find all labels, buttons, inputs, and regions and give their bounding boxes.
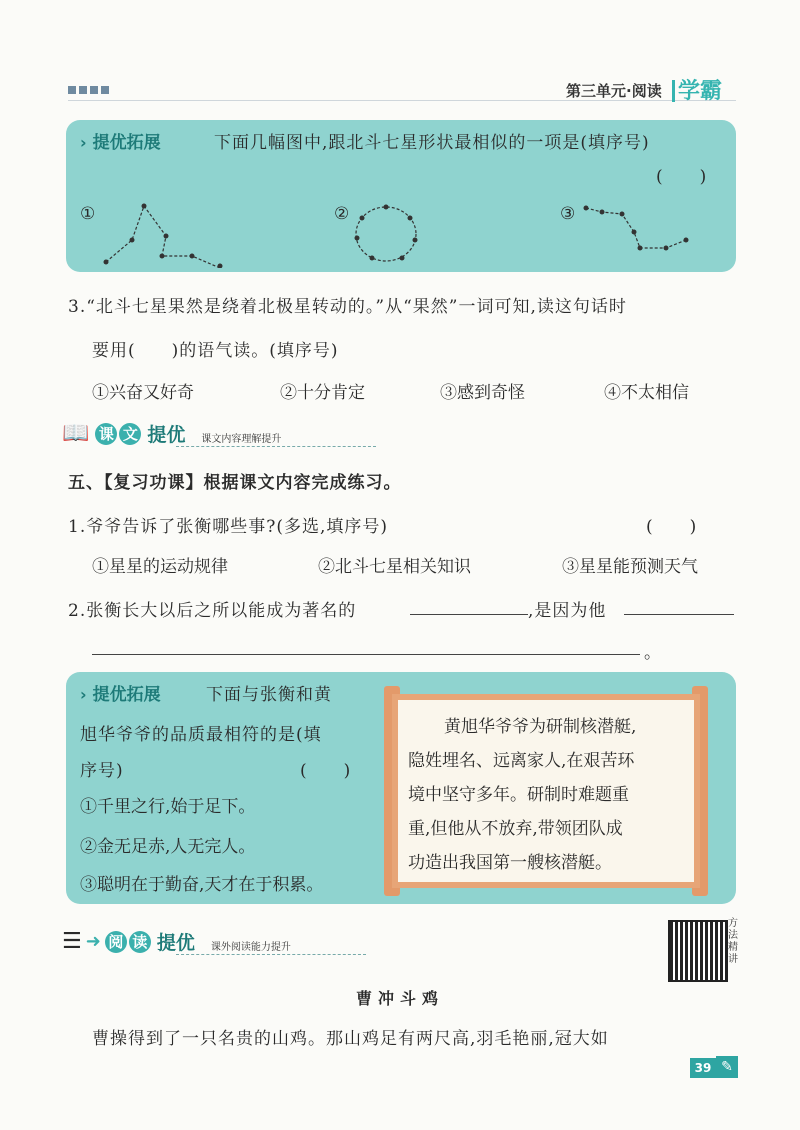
story-title: 曹冲斗鸡 bbox=[356, 989, 445, 1008]
reading-section-header bbox=[62, 928, 291, 955]
part5-q2-mid: ,是因为他 bbox=[528, 601, 607, 621]
option-3-label: ③ bbox=[560, 204, 577, 224]
book-icon: 📖 bbox=[62, 421, 90, 446]
box2-option-1[interactable]: ①千里之行,始于足下。 bbox=[80, 797, 256, 817]
part5-q2-end: 。 bbox=[644, 643, 662, 663]
scroll-line-4: 重,但他从不放弃,带领团队成 bbox=[408, 819, 623, 839]
star-pattern-3 bbox=[582, 200, 692, 260]
q3-choice-3[interactable]: ③感到奇怪 bbox=[440, 383, 525, 403]
box2-question-l1: 下面与张衡和黄 bbox=[206, 685, 332, 705]
section-underline bbox=[176, 446, 376, 447]
reading-char-2: 读 bbox=[129, 931, 151, 953]
box2-question-l3: 序号) bbox=[80, 761, 124, 781]
reading-underline bbox=[176, 954, 366, 955]
q3-choice-2[interactable]: ②十分肯定 bbox=[280, 383, 365, 403]
chevron-right-icon: › bbox=[80, 133, 87, 152]
section-header-text bbox=[62, 420, 281, 447]
answer-blank-2[interactable] bbox=[624, 614, 734, 615]
extension-panel-1 bbox=[66, 120, 736, 272]
star-pattern-1 bbox=[96, 196, 226, 268]
section-char-1: 课 bbox=[95, 423, 117, 445]
answer-blank-1[interactable] bbox=[410, 614, 528, 615]
scroll-line-5: 功造出我国第一艘核潜艇。 bbox=[408, 853, 612, 873]
pencil-icon: ✎ bbox=[716, 1056, 738, 1078]
reading-subtitle: 课外阅读能力提升 bbox=[210, 942, 291, 953]
star-pattern-2 bbox=[352, 200, 422, 268]
q3-line-1: 3.“北斗七星果然是绕着北极星转动的。”从“果然”一词可知,读这句话时 bbox=[68, 297, 627, 317]
part5-q1: 1.爷爷告诉了张衡哪些事?(多选,填序号) bbox=[68, 517, 389, 537]
part5-q1-paren[interactable]: ( ) bbox=[646, 517, 698, 537]
option-2-label: ② bbox=[334, 204, 351, 224]
logo-bar bbox=[672, 80, 675, 102]
scroll-line-1: 黄旭华爷爷为研制核潜艇, bbox=[444, 717, 637, 737]
question-text: 下面几幅图中,跟北斗七星形状最相似的一项是(填序号) bbox=[214, 133, 650, 153]
list-icon: ☰ bbox=[62, 929, 82, 954]
reading-char-1: 阅 bbox=[105, 931, 127, 953]
q3-choice-4[interactable]: ④不太相信 bbox=[604, 383, 689, 403]
unit-title: 第三单元·阅读 bbox=[566, 82, 662, 100]
section-subtitle: 课文内容理解提升 bbox=[201, 434, 282, 445]
header-decoration bbox=[68, 86, 109, 94]
page-number: 39 bbox=[690, 1058, 716, 1078]
part5-q2-start: 2.张衡长大以后之所以能成为著名的 bbox=[68, 601, 357, 621]
part5-q1-choice-2[interactable]: ②北斗七星相关知识 bbox=[318, 557, 471, 577]
box2-option-3[interactable]: ③聪明在于勤奋,天才在于积累。 bbox=[80, 875, 324, 895]
scroll-line-2: 隐姓埋名、远离家人,在艰苦环 bbox=[408, 751, 635, 771]
section-char-2: 文 bbox=[119, 423, 141, 445]
story-line-1: 曹操得到了一只名贵的山鸡。那山鸡足有两尺高,羽毛艳丽,冠大如 bbox=[92, 1029, 609, 1049]
story-scroll bbox=[392, 694, 700, 888]
part5-q1-choice-1[interactable]: ①星星的运动规律 bbox=[92, 557, 228, 577]
extension-tag: › 提优拓展 bbox=[80, 133, 161, 153]
reading-word: 提优 bbox=[156, 932, 195, 954]
qr-code-icon[interactable] bbox=[668, 920, 728, 982]
extension-tag-2: › 提优拓展 bbox=[80, 685, 161, 705]
part5-title: 五、【复习功课】根据课文内容完成练习。 bbox=[68, 473, 402, 493]
scroll-line-3: 境中坚守多年。研制时难题重 bbox=[408, 785, 629, 805]
brand-logo: 学霸 bbox=[678, 79, 723, 104]
part5-q1-choice-3[interactable]: ③星星能预测天气 bbox=[562, 557, 698, 577]
box2-paren[interactable]: ( ) bbox=[300, 761, 352, 781]
answer-blank-3[interactable] bbox=[92, 654, 640, 655]
extension-panel-2 bbox=[66, 672, 736, 904]
qr-label: 方法精讲 bbox=[728, 918, 738, 965]
option-1-label: ① bbox=[80, 204, 97, 224]
section-word: 提优 bbox=[147, 424, 186, 446]
chevron-right-icon: › bbox=[80, 685, 87, 704]
arrow-right-icon: ➜ bbox=[85, 931, 101, 952]
q3-choice-1[interactable]: ①兴奋又好奇 bbox=[92, 383, 194, 403]
box2-option-2[interactable]: ②金无足赤,人无完人。 bbox=[80, 837, 256, 857]
answer-paren[interactable]: ( ) bbox=[656, 167, 708, 187]
q3-line-2: 要用( )的语气读。(填序号) bbox=[92, 341, 339, 361]
box2-question-l2: 旭华爷爷的品质最相符的是(填 bbox=[80, 725, 322, 745]
